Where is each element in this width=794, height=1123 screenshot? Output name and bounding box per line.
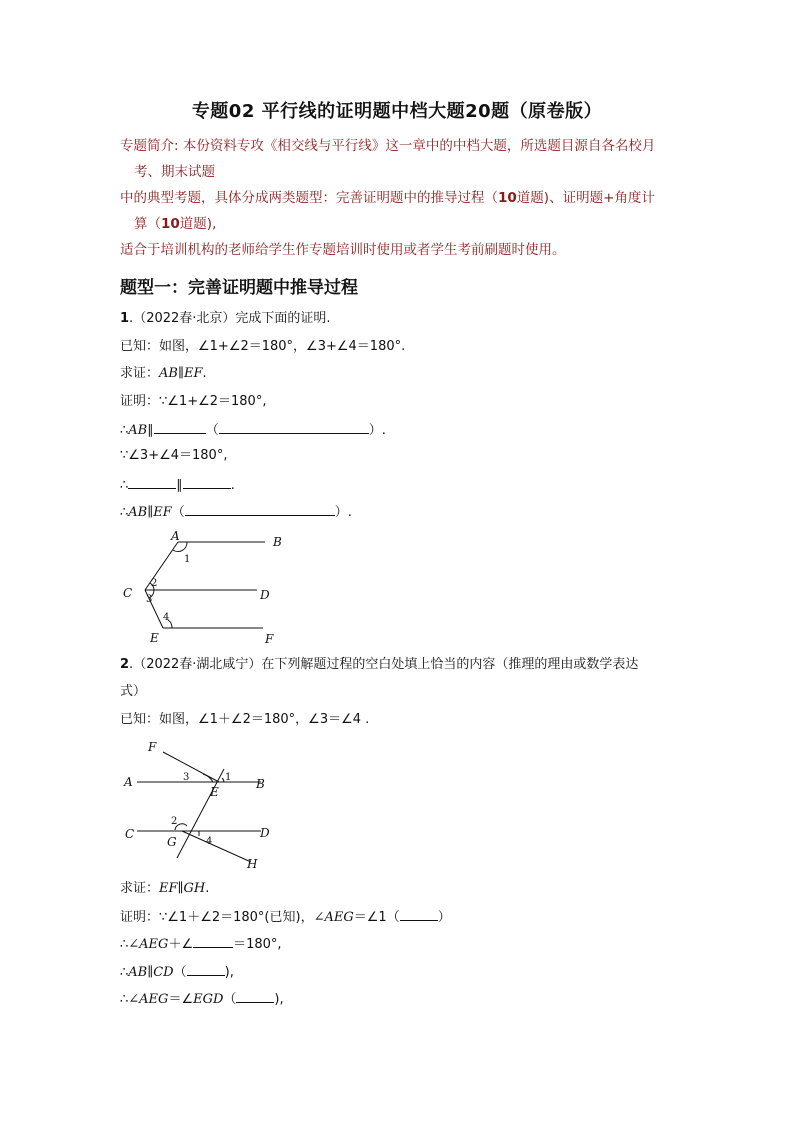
label-d: D xyxy=(260,588,270,602)
label-d: D xyxy=(260,826,270,840)
label-angle-2: 2 xyxy=(171,816,178,827)
q2-figure xyxy=(115,734,285,874)
arc-angle-1 xyxy=(222,778,224,782)
label-b: B xyxy=(273,535,282,549)
intro-line-2: 考、期末试题 xyxy=(134,164,215,180)
line-gh xyxy=(182,831,251,862)
q2-header: 2.（2022春·湖北咸宁）在下列解题过程的空白处填上恰当的内容（推理的理由或数学表达 xyxy=(120,657,639,672)
q2-proof-line-2: ∴∠AEG＋∠ ＝180°, xyxy=(120,933,282,955)
label-c: C xyxy=(123,586,133,600)
q1-blank-4[interactable] xyxy=(183,474,231,489)
label-angle-2: 2 xyxy=(151,578,158,589)
q1-proof-line-4: ∴ ∥ . xyxy=(120,474,235,496)
label-f: F xyxy=(265,632,274,646)
q2-blank-3[interactable] xyxy=(187,961,225,976)
label-e: E xyxy=(210,785,219,799)
intro-line-3: 中的典型考题，具体分成两类题型：完善证明题中的推导过程（10道题)、证明题+角度计 xyxy=(120,190,655,206)
q2-blank-1[interactable] xyxy=(400,906,438,921)
label-c: C xyxy=(125,827,135,841)
q2-prove: 求证：EF∥GH. xyxy=(120,881,210,896)
q1-blank-1[interactable] xyxy=(154,419,206,434)
line-fe xyxy=(163,752,219,782)
q1-header: 1.（2022春·北京）完成下面的证明. xyxy=(120,311,331,326)
label-b: B xyxy=(256,777,265,791)
label-e: E xyxy=(150,631,159,645)
q1-proof-line-2: ∴AB∥ （ ）. xyxy=(120,419,386,441)
q2-blank-4[interactable] xyxy=(236,988,274,1003)
label-a: A xyxy=(124,775,133,789)
line-ac xyxy=(145,542,178,590)
q2-proof-line-4: ∴∠AEG＝∠EGD（ ), xyxy=(120,988,284,1010)
intro-line-5: 适合于培训机构的老师给学生作专题培训时使用或者学生考前刷题时使用。 xyxy=(120,242,566,258)
q1-figure xyxy=(115,526,305,650)
q2-blank-2[interactable] xyxy=(193,933,233,948)
label-angle-1: 1 xyxy=(184,554,191,565)
page-title: 专题02 平行线的证明题中档大题20题（原卷版） xyxy=(191,101,603,122)
label-f: F xyxy=(148,740,157,754)
label-angle-1: 1 xyxy=(225,772,232,783)
q1-prove: 求证：AB∥EF. xyxy=(120,366,207,381)
label-angle-4: 4 xyxy=(163,612,170,623)
q1-given: 已知：如图，∠1+∠2＝180°，∠3+∠4＝180°. xyxy=(120,339,406,354)
q1-proof-line-3: ∵∠3+∠4＝180°, xyxy=(120,448,228,463)
q1-proof-line-1: 证明：∵∠1+∠2＝180°, xyxy=(120,394,267,409)
q1-blank-2[interactable] xyxy=(219,419,369,434)
q1-blank-3[interactable] xyxy=(128,474,176,489)
label-angle-4: 4 xyxy=(206,836,213,847)
q1-proof-line-5: ∴AB∥EF（ ）. xyxy=(120,501,352,523)
intro-line-1: 专题简介: 本份资料专攻《相交线与平行线》这一章中的中档大题，所选题目源自各名校月 xyxy=(120,138,656,154)
label-a: A xyxy=(171,529,180,543)
label-h: H xyxy=(247,857,258,871)
q2-header-cont: 式） xyxy=(120,684,147,699)
q2-proof-line-1: 证明：∵∠1＋∠2＝180°(已知)，∠AEG＝∠1（ ） xyxy=(120,906,451,928)
label-angle-3: 3 xyxy=(183,772,190,783)
q1-blank-5[interactable] xyxy=(185,501,335,516)
intro-paragraph xyxy=(120,133,685,263)
q2-proof-line-3: ∴AB∥CD（ ), xyxy=(120,961,234,983)
label-g: G xyxy=(167,835,177,849)
section-heading: 题型一：完善证明题中推导过程 xyxy=(120,278,358,298)
q2-given: 已知：如图，∠1＋∠2＝180°，∠3＝∠4 . xyxy=(120,712,370,727)
intro-line-4: 算（10道题), xyxy=(134,216,217,232)
label-angle-3: 3 xyxy=(146,594,153,605)
